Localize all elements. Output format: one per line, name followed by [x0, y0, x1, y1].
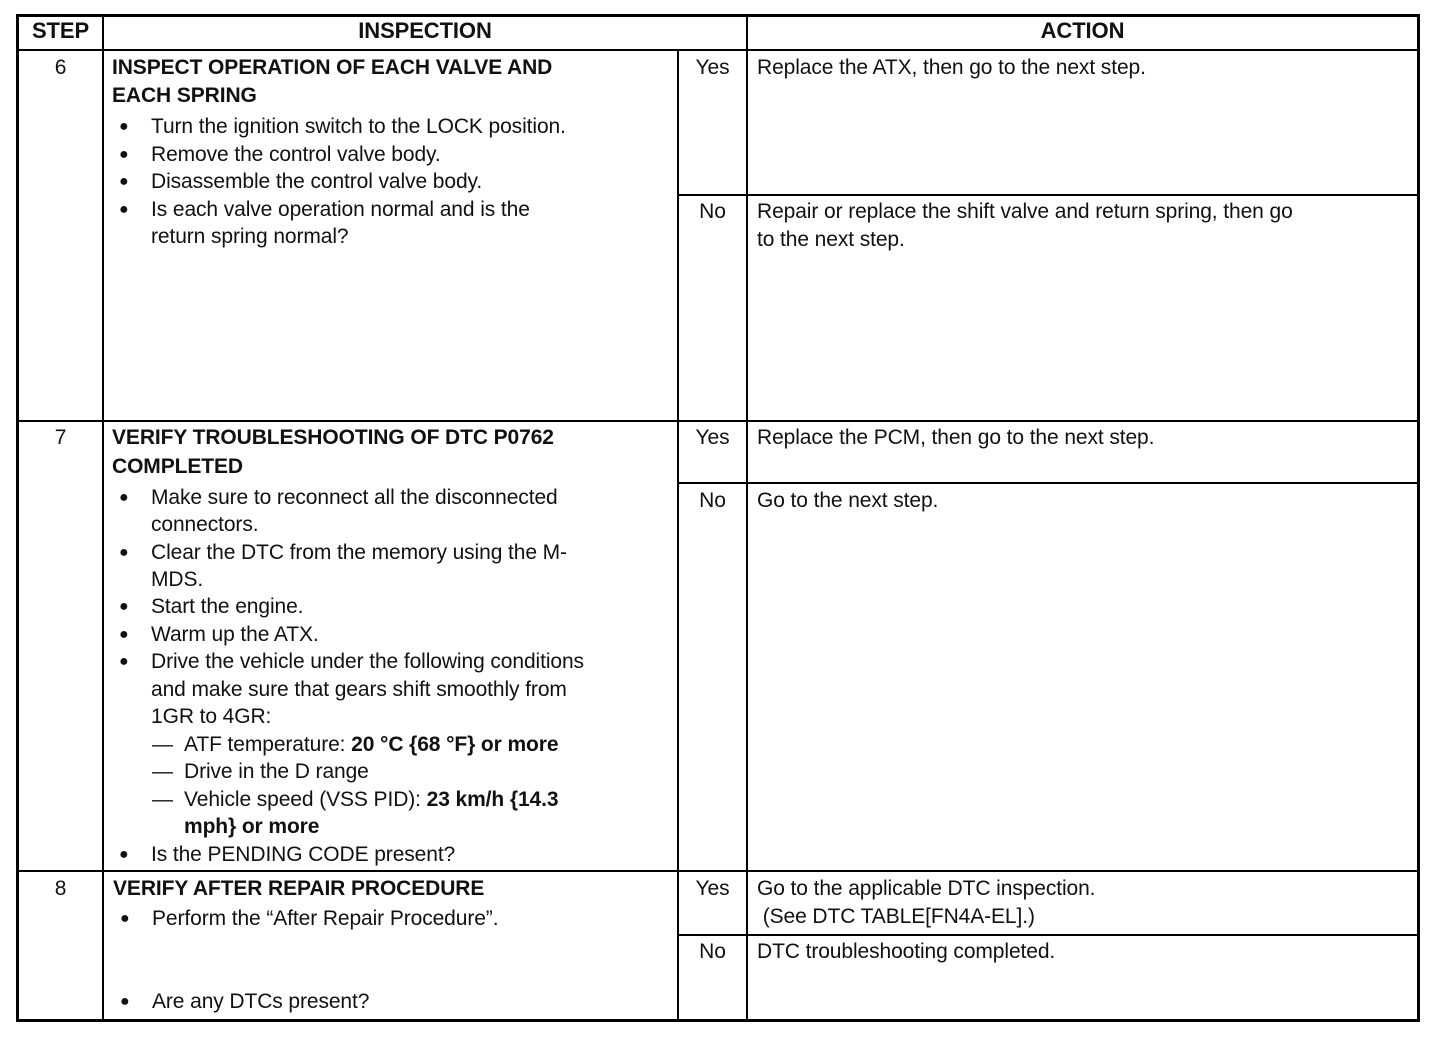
step6-no-label: No	[699, 200, 726, 223]
step8-no-action: DTC troubleshooting completed.	[757, 940, 1056, 963]
step7-item5-line1: Drive the vehicle under the following conditions	[151, 650, 584, 673]
header-inspection: INSPECTION	[358, 18, 492, 43]
step6-yes-label: Yes	[695, 56, 730, 79]
bullet-icon: ●	[119, 846, 129, 863]
step8-item2: Are any DTCs present?	[152, 990, 370, 1013]
step6-title-line1: INSPECT OPERATION OF EACH VALVE AND	[112, 56, 553, 79]
bullet-icon: ●	[119, 146, 129, 163]
step7-item5-line3: 1GR to 4GR:	[151, 705, 272, 728]
bullet-icon: ●	[119, 173, 129, 190]
step7-item1-line1: Make sure to reconnect all the disconnected	[151, 486, 558, 509]
condition-atf-temperature: ATF temperature: 20 °C {68 °F} or more	[184, 733, 559, 756]
step6-item2: Remove the control valve body.	[151, 143, 441, 166]
step6-item3: Disassemble the control valve body.	[151, 170, 483, 193]
step7-item1-line2: connectors.	[151, 513, 259, 536]
step7-item5-line2: and make sure that gears shift smoothly from	[151, 678, 567, 701]
col-divider-action	[746, 14, 748, 1022]
step-number-7: 7	[54, 426, 67, 449]
col-divider-step	[102, 14, 104, 1022]
bullet-icon: ●	[119, 201, 129, 218]
step6-yes-action: Replace the ATX, then go to the next step.	[757, 56, 1146, 79]
bullet-icon: ●	[120, 910, 130, 927]
step7-item3: Start the engine.	[151, 595, 304, 618]
row8-yes-no-divider	[677, 934, 1420, 936]
step6-item4-line1: Is each valve operation normal and is the	[151, 198, 530, 221]
condition-dash: —	[152, 760, 173, 783]
step6-no-action-line1: Repair or replace the shift valve and return spring, then go	[757, 200, 1293, 223]
step7-item2-line2: MDS.	[151, 568, 204, 591]
row-divider-6-7	[16, 420, 1420, 422]
step7-yes-action: Replace the PCM, then go to the next step.	[757, 426, 1155, 449]
row7-yes-no-divider	[677, 482, 1420, 484]
step8-yes-action-line1: Go to the applicable DTC inspection.	[757, 877, 1096, 900]
step6-no-action-line2: to the next step.	[757, 228, 905, 251]
bullet-icon: ●	[120, 993, 130, 1010]
bullet-icon: ●	[119, 598, 129, 615]
step7-title-line2: COMPLETED	[112, 455, 243, 478]
step8-yes-label: Yes	[695, 877, 730, 900]
bullet-icon: ●	[119, 118, 129, 135]
condition-vehicle-speed: Vehicle speed (VSS PID): 23 km/h {14.3	[184, 788, 559, 811]
header-action: ACTION	[1040, 18, 1125, 43]
step7-title-line1: VERIFY TROUBLESHOOTING OF DTC P0762	[112, 426, 554, 449]
row-divider-7-8	[16, 870, 1420, 872]
step6-item4-line2: return spring normal?	[151, 225, 349, 248]
step7-no-action: Go to the next step.	[757, 489, 939, 512]
header-step: STEP	[31, 18, 90, 43]
condition-vehicle-speed-line2: mph} or more	[184, 815, 320, 838]
table-border-bottom	[16, 1019, 1420, 1022]
header-divider	[16, 49, 1420, 51]
step-number-8: 8	[54, 877, 67, 900]
step7-item4: Warm up the ATX.	[151, 623, 319, 646]
step6-item1: Turn the ignition switch to the LOCK position.	[151, 115, 566, 138]
step8-item1: Perform the “After Repair Procedure”.	[152, 907, 499, 930]
step8-yes-action-line2: (See DTC TABLE[FN4A-EL].)	[757, 905, 1035, 928]
bullet-icon: ●	[119, 626, 129, 643]
condition-dash: —	[152, 733, 173, 756]
row6-yes-no-divider	[677, 194, 1420, 196]
bullet-icon: ●	[119, 489, 129, 506]
condition-dash: —	[152, 788, 173, 811]
bullet-icon: ●	[119, 544, 129, 561]
step-number-6: 6	[54, 56, 67, 79]
step8-title: VERIFY AFTER REPAIR PROCEDURE	[113, 877, 485, 900]
step7-no-label: No	[699, 489, 726, 512]
bullet-icon: ●	[119, 653, 129, 670]
step7-last-item: Is the PENDING CODE present?	[151, 843, 456, 866]
step8-no-label: No	[699, 940, 726, 963]
step7-yes-label: Yes	[695, 426, 730, 449]
step7-item2-line1: Clear the DTC from the memory using the M-	[151, 541, 567, 564]
step6-title-line2: EACH SPRING	[112, 84, 257, 107]
condition-d-range: Drive in the D range	[184, 760, 369, 783]
